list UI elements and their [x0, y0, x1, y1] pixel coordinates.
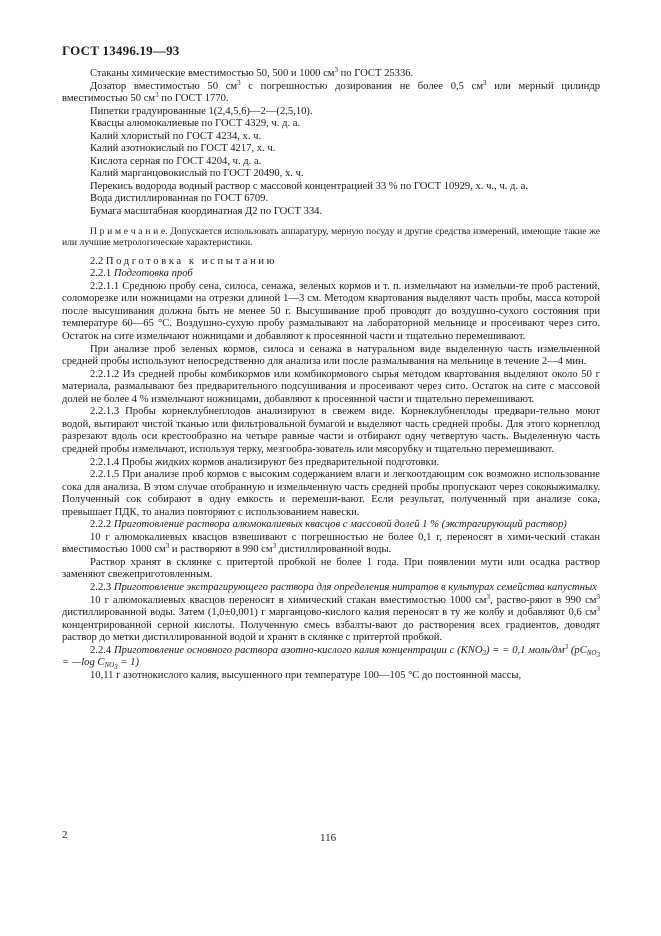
- section-2-2-1-heading: 2.2.1 Подготовка проб: [90, 268, 193, 280]
- document-body: [62, 68, 600, 682]
- page-number-left: 2: [62, 829, 68, 841]
- item-kno2: Калий азотнокислый по ГОСТ 4217, х. ч.: [90, 143, 276, 155]
- item-water: Вода дистиллированная по ГОСТ 6709.: [90, 193, 269, 205]
- item-h2o2: Перекись водорода водный раствор с массовой концентрацией 33 % по ГОСТ 10929, х. ч., ч. д. а.: [90, 180, 529, 192]
- section-2-2-4-heading: 2.2.4 Приготовление основного раствора азотно-кислого калия концентрации с $(KNO_3)$ = = 0,1 моль/$дм^3$ ($pC_{NO_3}$ = —log $C_{NO_3} = 1$): [62, 642, 600, 672]
- item-pipettes: Пипетки градуированные 1(2,4,5,6)—2—(2,5,10).: [90, 105, 313, 117]
- section-2-2-2-heading: 2.2.2 Приготовление раствора алюмокалиевых квасцов с массовой долей 1 % (экстрагирующий раствор): [90, 519, 567, 531]
- paragraph-kno3: 10,11 г азотнокислого калия, высушенного при температуре 100—105 °С до постоянной массы,: [90, 669, 522, 681]
- note-label: П р и м е ч а н и е.: [90, 225, 168, 237]
- item-doser: Дозатор вместимостью 50 $см^3$ с погрешностью дозирования не более 0,5 $см^3$ или мерный цилиндр вместимостью 50 $см^3$ по ГОСТ 1770.: [62, 78, 601, 105]
- item-alum: Квасцы алюмокалиевые по ГОСТ 4329, ч. д. а.: [90, 118, 301, 130]
- standard-header: ГОСТ 13496.19—93: [62, 43, 180, 58]
- note-paragraph: П р и м е ч а н и е. Допускается использовать аппаратуру, мерную посуду и другие средства измерений, имеющие такие же или лучшие метрологические характеристики.: [62, 225, 600, 249]
- paragraph-alum-solution: 10 г алюмокалиевых квасцов взвешивают с погрешностью не более 0,1 г, переносят в хими-ческий стакан вместимостью 1000 $см^3$ и растворяют в 990 $см^3$ дистиллированной воды.: [62, 531, 600, 556]
- paragraph-2-2-1-2: 2.2.1.2 Из средней пробы комбикормов или комбикормового сырья методом квартования выделяют около 50 г материала, размалывают без предварительного подсушивания и просеивают через сито. Остаток на сите с массовой долей не более 4 % измельчают ножницами, добавляют к просеянной части и тщательно перемешивают.: [62, 368, 600, 405]
- section-2-2-heading: 2.2 Подготовка к испытанию: [90, 255, 278, 267]
- paragraph-2-2-1-5: 2.2.1.5 При анализе проб кормов с высоким содержанием влаги и легкоотдающим сок возможно использование сока для анализа. В этом случае отобранную и измельченную часть средней пробы пропускают через соковыжималку. Полученный сок собирают в одну емкость и перемеши-вают. Если результат, полученный при анализе сока, превышает ПДК, то анализ повторяют с использованием навески.: [62, 469, 600, 518]
- page-number-center: 116: [320, 832, 337, 844]
- item-paper: Бумага масштабная координатная Д2 по ГОСТ 334.: [90, 206, 323, 218]
- paragraph-2-2-1-4: 2.2.1.4 Пробы жидких кормов анализируют без предварительной подготовки.: [90, 456, 440, 468]
- item-beakers: Стаканы химические вместимостью 50, 500 и 1000 $см^3$ по ГОСТ 25336.: [90, 66, 414, 79]
- item-h2so4: Кислота серная по ГОСТ 4204, ч. д. а.: [90, 155, 262, 167]
- paragraph-green-feed: При анализе проб зеленых кормов, силоса и сенажа в натуральном виде выделенную часть измельченной средней пробы используют непосредственно для анализа или после размалывания на мельнице в течение 2—4 мин.: [62, 343, 600, 368]
- paragraph-storage: Раствор хранят в склянке с притертой пробкой не более 1 года. При появлении мути или осадка раствор заменяют свежеприготовленным.: [62, 556, 600, 581]
- paragraph-cabbage-solution: 10 г алюмокалиевых квасцов переносят в химический стакан вместимостью 1000 $см^3$, раство-ряют в 990 $см^3$ дистиллированной воды. Затем (1,0±0,001) г марганцово-кислого калия переносят в ту же колбу и добавляют 0,6 $см^3$ концентрированной серной кислоты. Полученную смесь взбалты-вают до растворения всех градиентов, доводят раствор до метки дистиллированной водой и хранят в склянке с притертой пробкой.: [62, 592, 600, 644]
- paragraph-2-2-1-1: 2.2.1.1 Среднюю пробу сена, силоса, сенажа, зеленых кормов и т. п. измельчают на измельчи-те проб растений, соломорезке или ножницами на отрезки длиной 1—3 см. Методом квартования выделяют часть пробы, масса которой после высушивания должна быть не менее 50 г. Высушивание проб проводят до воздушно-сухого состояния при температуре 60—65 °С. Воздушно-сухую пробу размалывают на лабораторной мельнице и просеивают через сито. Остаток на сите измельчают ножницами и добавляют к просеянной части и тщательно перемешивают.: [62, 280, 600, 343]
- paragraph-2-2-1-3: 2.2.1.3 Пробы корнеклубнеплодов анализируют в свежем виде. Корнеклубнеплоды предвари-тельно моют водой, вытирают чистой тканью или фильтровальной бумагой и выделяют часть средней пробы. Для этого корнеплод разрезают вдоль оси крестообразно на четыре равные части и отбирают одну четвертую часть. Выделенную часть средней пробы измельчают, используя терку, мезгообра-зователь или мясорубку и тщательно перемешивают.: [62, 406, 600, 455]
- item-kcl: Калий хлористый по ГОСТ 4234, х. ч.: [90, 130, 262, 142]
- section-2-2-3-heading: 2.2.3 Приготовление экстрагирующего раствора для определения нитратов в культурах семейства капустных: [90, 581, 597, 593]
- item-kmno4: Калий марганцовокислый по ГОСТ 20490, х. ч.: [90, 168, 304, 180]
